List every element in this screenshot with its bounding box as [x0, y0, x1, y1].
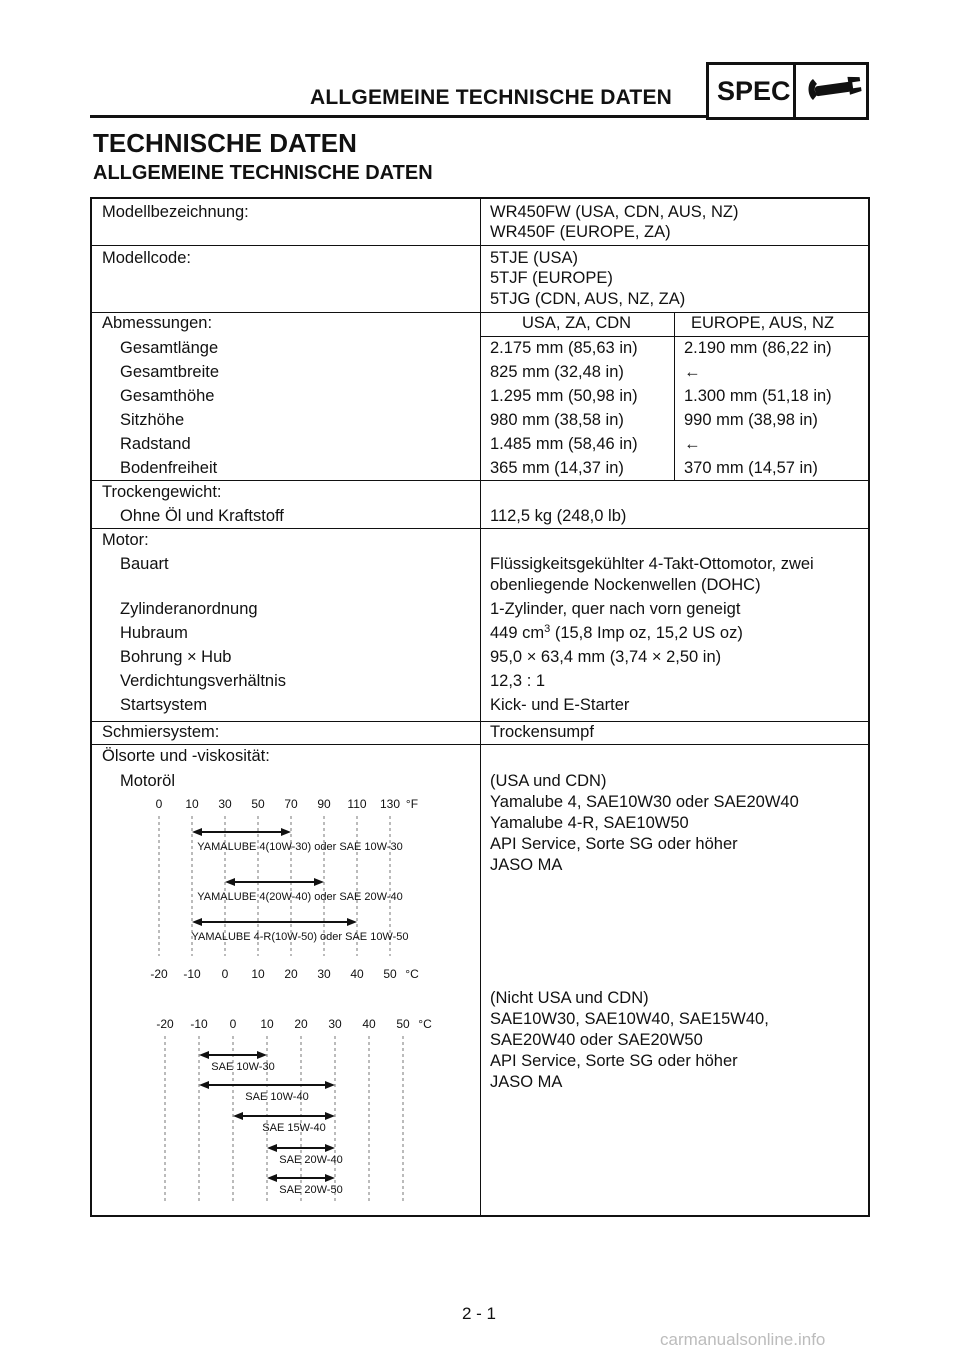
oil-nonusa-line: (Nicht USA und CDN): [490, 989, 649, 1007]
cylinder-label: Zylinderanordnung: [120, 600, 258, 618]
row-divider: [92, 312, 868, 313]
tick-label-c: -10: [183, 967, 201, 981]
range-arrow-arrow-left: [267, 1174, 277, 1182]
series-label: SAE 10W-40: [245, 1091, 309, 1103]
range-arrow-arrow-right: [325, 1112, 335, 1120]
dimension-row-value-b: 990 mm (38,98 in): [684, 411, 818, 429]
dry-weight-value: 112,5 kg (248,0 lb): [490, 507, 627, 525]
axis-unit-f: °F: [405, 797, 419, 811]
range-arrow-arrow-right: [347, 918, 357, 926]
row-divider: [92, 245, 868, 246]
tick-label-f: 0: [155, 797, 163, 811]
dimension-row-value-b: 370 mm (14,57 in): [684, 459, 818, 477]
dimension-row-value-a: 980 mm (38,58 in): [490, 411, 624, 429]
tick-label-c: 10: [260, 1017, 274, 1031]
range-arrow-arrow-right: [281, 828, 291, 836]
tick-label-f: 110: [347, 797, 367, 811]
starter-label: Startsystem: [120, 696, 208, 714]
dimension-row-value-a: 1.295 mm (50,98 in): [490, 387, 638, 405]
oil-viscosity-chart-yamalube: [130, 790, 450, 990]
engine-type-value: Flüssigkeitsgekühlter 4-Takt-Ottomotor, zwei: [490, 555, 814, 573]
tick-label-c: 20: [294, 1017, 308, 1031]
oil-usa-line: (USA und CDN): [490, 772, 607, 790]
tick-label-c: 0: [221, 967, 229, 981]
range-arrow-arrow-left: [199, 1051, 209, 1059]
tick-label-f: 10: [185, 797, 199, 811]
range-arrow-arrow-right: [325, 1081, 335, 1089]
range-arrow-arrow-left: [192, 918, 202, 926]
bore-stroke-label: Bohrung × Hub: [120, 648, 232, 666]
tick-label-c: 20: [284, 967, 298, 981]
tick-label-c: 30: [317, 967, 331, 981]
oil-label: Ölsorte und -viskosität:: [102, 747, 270, 765]
tick-label-f: 90: [317, 797, 331, 811]
tick-label-c: -20: [150, 967, 168, 981]
lubrication-value: Trockensumpf: [490, 723, 594, 741]
tick-label-c: -20: [156, 1017, 174, 1031]
dimension-row-value-b: 1.300 mm (51,18 in): [684, 387, 832, 405]
page-number: 2 - 1: [462, 1304, 497, 1323]
axis-unit-c: °C: [418, 1017, 432, 1031]
dimension-row-label: Sitzhöhe: [120, 411, 185, 429]
range-arrow-arrow-left: [225, 878, 235, 886]
oil-nonusa-line: SAE20W40 oder SAE20W50: [490, 1031, 703, 1049]
row-divider: [92, 528, 868, 529]
tick-label-c: 10: [251, 967, 265, 981]
series-label: YAMALUBE 4(20W-40) oder SAE 20W-40: [197, 891, 403, 903]
tick-label-c: 40: [350, 967, 364, 981]
dimension-row-value-b: ←: [684, 363, 701, 381]
oil-usa-line: API Service, Sorte SG oder höher: [490, 835, 738, 853]
range-arrow-arrow-right: [325, 1144, 335, 1152]
tick-label-f: 130: [379, 797, 401, 811]
series-label: YAMALUBE 4-R(10W-50) oder SAE 10W-50: [191, 931, 409, 943]
dimensions-col-b-header: EUROPE, AUS, NZ: [691, 314, 835, 332]
cylinder-value: 1-Zylinder, quer nach vorn geneigt: [490, 600, 741, 618]
oil-nonusa-line: JASO MA: [490, 1073, 563, 1091]
oil-nonusa-line: SAE10W30, SAE10W40, SAE15W40,: [490, 1010, 769, 1028]
oil-usa-line: Yamalube 4, SAE10W30 oder SAE20W40: [490, 793, 799, 811]
spec-badge: [706, 62, 869, 120]
model-name-value: WR450F (EUROPE, ZA): [490, 223, 671, 241]
tick-label-c: 40: [362, 1017, 376, 1031]
series-label: SAE 20W-40: [279, 1154, 343, 1166]
dimension-row-value-b: ←: [684, 435, 701, 453]
dimensions-label: Abmessungen:: [102, 314, 213, 332]
section-title: ALLGEMEINE TECHNISCHE DATEN: [93, 162, 433, 184]
dimension-header-divider: [480, 336, 868, 337]
spec-divider: [793, 65, 796, 117]
dimension-row-label: Gesamtbreite: [120, 363, 220, 381]
engine-label: Motor:: [102, 531, 149, 549]
model-name-value: WR450FW (USA, CDN, AUS, NZ): [490, 203, 739, 221]
page-title: TECHNISCHE DATEN: [93, 128, 357, 158]
dimension-row-value-a: 2.175 mm (85,63 in): [490, 339, 638, 357]
model-code-value: 5TJE (USA): [490, 249, 579, 267]
row-divider: [92, 480, 868, 481]
row-divider: [92, 744, 868, 745]
axis-unit-c: °C: [405, 967, 419, 981]
running-title: ALLGEMEINE TECHNISCHE DATEN: [310, 86, 673, 109]
dimension-row-value-b: 2.190 mm (86,22 in): [684, 339, 832, 357]
watermark: carmanualsonline.info: [660, 1330, 826, 1349]
engine-type-label: Bauart: [120, 555, 169, 573]
series-label: YAMALUBE 4(10W-30) oder SAE 10W-30: [197, 841, 403, 853]
range-arrow-arrow-right: [314, 878, 324, 886]
wrench-icon: [805, 73, 863, 114]
series-label: SAE 20W-50: [279, 1184, 343, 1196]
tick-label-f: 50: [251, 797, 265, 811]
oil-viscosity-chart-sae: [140, 1010, 440, 1210]
tick-label-c: -10: [190, 1017, 208, 1031]
dimension-row-label: Bodenfreiheit: [120, 459, 218, 477]
oil-usa-line: Yamalube 4-R, SAE10W50: [490, 814, 689, 832]
displacement-value-rest: (15,8 Imp oz, 15,2 US oz): [550, 624, 743, 642]
dimension-row-label: Radstand: [120, 435, 191, 453]
oil-nonusa-line: API Service, Sorte SG oder höher: [490, 1052, 738, 1070]
range-arrow-arrow-right: [325, 1174, 335, 1182]
header-rule: [90, 115, 706, 118]
tick-label-f: 70: [284, 797, 298, 811]
displacement-superscript: 3: [544, 623, 551, 635]
dimension-row-label: Gesamtlänge: [120, 339, 219, 357]
range-arrow-arrow-left: [192, 828, 202, 836]
oil-usa-line: JASO MA: [490, 856, 563, 874]
lubrication-label: Schmiersystem:: [102, 723, 220, 741]
model-name-label: Modellbezeichnung:: [102, 203, 249, 221]
tick-label-c: 50: [396, 1017, 410, 1031]
engine-type-value: obenliegende Nockenwellen (DOHC): [490, 576, 761, 594]
compression-value: 12,3 : 1: [490, 672, 546, 690]
motor-oil-label: Motoröl: [120, 772, 176, 790]
model-code-value: 5TJF (EUROPE): [490, 269, 613, 287]
series-label: SAE 15W-40: [262, 1122, 326, 1134]
tick-label-c: 0: [229, 1017, 237, 1031]
range-arrow-arrow-right: [257, 1051, 267, 1059]
series-label: SAE 10W-30: [211, 1061, 275, 1073]
dry-weight-label: Trockengewicht:: [102, 483, 222, 501]
dimension-row-value-a: 825 mm (32,48 in): [490, 363, 624, 381]
range-arrow-arrow-left: [199, 1081, 209, 1089]
dimension-subcolumn-divider: [674, 312, 675, 480]
compression-label: Verdichtungsverhältnis: [120, 672, 287, 690]
displacement-label: Hubraum: [120, 624, 188, 642]
spec-label: SPEC: [717, 76, 791, 106]
displacement-value-main: 449 cm: [490, 624, 545, 642]
dimension-row-label: Gesamthöhe: [120, 387, 215, 405]
model-code-value: 5TJG (CDN, AUS, NZ, ZA): [490, 290, 686, 308]
dry-weight-sublabel: Ohne Öl und Kraftstoff: [120, 507, 284, 525]
row-divider: [92, 721, 868, 722]
dimensions-col-a-header: USA, ZA, CDN: [522, 314, 632, 332]
tick-label-c: 30: [328, 1017, 342, 1031]
column-divider: [480, 199, 481, 1215]
dimension-row-value-a: 365 mm (14,37 in): [490, 459, 624, 477]
starter-value: Kick- und E-Starter: [490, 696, 630, 714]
dimension-row-value-a: 1.485 mm (58,46 in): [490, 435, 638, 453]
model-code-label: Modellcode:: [102, 249, 191, 267]
displacement-value: [490, 624, 743, 645]
range-arrow-arrow-left: [267, 1144, 277, 1152]
range-arrow-arrow-left: [233, 1112, 243, 1120]
bore-stroke-value: 95,0 × 63,4 mm (3,74 × 2,50 in): [490, 648, 722, 666]
tick-label-c: 50: [383, 967, 397, 981]
tick-label-f: 30: [218, 797, 232, 811]
